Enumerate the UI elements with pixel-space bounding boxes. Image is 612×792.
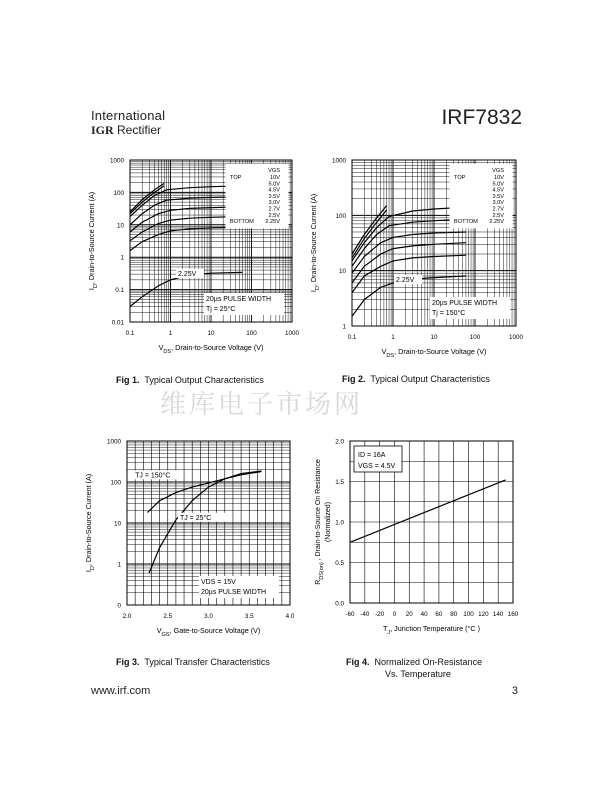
x-tick-label: 2.0 (122, 613, 132, 620)
y-tick-label: 0 (117, 602, 121, 610)
legend-value: 2.7V (492, 206, 504, 213)
y-axis-label: $I_D$, Drain-to-Source Current (Α) (84, 473, 96, 573)
x-axis-label: $T_J$, Junction Temperature (°C ) (382, 624, 481, 636)
chart-4 (315, 439, 519, 637)
x-tick-label: 2.5 (163, 613, 173, 620)
x-tick-label: 1 (391, 334, 395, 341)
annotation-label: 2.25V (178, 271, 197, 278)
y-tick-label: 0.0 (335, 600, 344, 608)
y-tick-label: 1.0 (335, 519, 344, 527)
x-tick-label: 80 (450, 611, 458, 618)
x-tick-label: 1000 (284, 330, 300, 337)
legend-tag: TOP (454, 175, 466, 181)
x-tick-label: 3.5 (244, 613, 254, 620)
condition-id: ID = 16A (358, 452, 386, 459)
y-tick-label: 10 (116, 222, 124, 230)
x-tick-label: 100 (463, 611, 474, 618)
fig2-caption: Fig 2. Typical Output Characteristics (342, 374, 490, 384)
y-axis-label: $I_D$, Drain-to-Source Current (A) (87, 191, 99, 291)
x-tick-label: 4.0 (285, 613, 295, 620)
legend-value: 5.0V (492, 181, 504, 188)
x-tick-label: 160 (507, 611, 519, 618)
condition-vgs: VGS = 4.5V (358, 463, 396, 470)
fig4-caption-line2: Vs. Temperature (385, 669, 451, 679)
x-tick-label: 0 (392, 611, 397, 618)
fig1-caption: Fig 1. Typical Output Characteristics (116, 375, 264, 385)
legend-value: 2.25V (265, 219, 280, 226)
series-line-1 (350, 480, 506, 542)
legend-value: 5.0V (268, 181, 280, 188)
legend-value: 2.7V (268, 206, 280, 213)
y-tick-label: 0.5 (335, 560, 344, 567)
company-name-rectifier: Rectifier (117, 123, 162, 137)
x-tick-label: 100 (469, 334, 481, 341)
note-temperature: Tj = 150°C (432, 310, 466, 317)
series-label: TJ = 25°C (179, 514, 212, 522)
x-tick-label: 1000 (508, 334, 524, 341)
series-line-5 (352, 232, 466, 273)
annotation-label: 2.25V (396, 277, 415, 284)
y-tick-label: 10 (338, 268, 346, 276)
legend-value: 2.5V (268, 212, 280, 219)
legend-header: VGS (492, 168, 504, 174)
part-number: IRF7832 (441, 106, 522, 129)
series-line-1 (352, 206, 387, 254)
y-tick-label: 1000 (109, 157, 124, 165)
igr-logo-text: IGR (91, 123, 114, 137)
y-tick-label: 1 (120, 254, 124, 262)
x-tick-label: 0.1 (125, 330, 135, 337)
y-axis-label-normalized: (Normalized) (325, 501, 332, 543)
x-tick-label: 10 (430, 334, 438, 341)
y-tick-label: 100 (335, 212, 346, 220)
x-tick-label: 120 (478, 611, 489, 618)
y-tick-label: 100 (113, 189, 124, 197)
x-tick-label: 10 (207, 330, 215, 337)
x-axis-label: $V_{DS}$, Drain-to-Source Voltage (V) (381, 347, 487, 359)
legend-value: 10V (494, 175, 504, 181)
x-tick-label: 20 (405, 611, 413, 618)
x-tick-label: -40 (360, 611, 370, 618)
series-label: TJ = 150°C (135, 472, 171, 480)
y-tick-label: 2.0 (335, 438, 344, 446)
x-tick-label: 1 (168, 330, 173, 337)
series-line-2 (352, 210, 387, 258)
page-number: 3 (511, 685, 518, 697)
legend-value: 3.0V (492, 200, 504, 207)
y-tick-label: 1 (342, 323, 346, 331)
x-tick-label: 3.0 (204, 613, 213, 620)
y-axis-label: $I_D$, Drain-to-Source Current (A) (309, 193, 321, 293)
x-tick-label: -20 (375, 611, 385, 618)
legend-value: 2.5V (492, 212, 504, 219)
chart-3 (84, 439, 295, 639)
series-line-4 (352, 219, 466, 266)
legend-tag: TOP (230, 175, 242, 181)
company-name: International (91, 108, 166, 123)
note-pulse-width: 20µs PULSE WIDTH (432, 300, 498, 307)
note-pulse-width: 20µs PULSE WIDTH (206, 296, 272, 303)
note-temperature: Tj = 25°C (206, 306, 236, 313)
y-tick-label: 10 (113, 520, 121, 528)
legend-value: 3.5V (268, 193, 280, 200)
x-tick-label: 100 (246, 330, 257, 337)
legend-tag: BOTTOM (230, 219, 254, 226)
fig4-caption: Fig 4. Normalized On-Resistance (346, 657, 483, 667)
fig3-caption: Fig 3. Typical Transfer Characteristics (116, 657, 270, 667)
x-tick-label: 60 (435, 611, 443, 618)
series-line-7 (130, 227, 243, 251)
series-line-2 (149, 471, 262, 573)
y-axis-label: $R_{DS(on)}$ , Drain-to-Source On Resistance (315, 459, 325, 585)
legend-tag: BOTTOM (454, 219, 478, 226)
x-tick-label: 0.1 (347, 334, 357, 341)
y-tick-label: 1 (117, 561, 121, 569)
legend-value: 10V (270, 175, 280, 181)
y-tick-label: 0.1 (115, 287, 124, 295)
legend-value: 3.0V (268, 200, 280, 207)
series-line-7 (352, 255, 466, 293)
x-tick-label: 40 (420, 611, 428, 618)
legend-value: 4.5V (492, 187, 504, 194)
note-vds: VDS = 15V (201, 579, 236, 586)
y-tick-label: 0.01 (111, 319, 124, 327)
x-axis-label: $V_{GS}$, Gate-to-Source Voltage (V) (156, 626, 261, 638)
website: www.irf.com (91, 685, 151, 697)
x-axis-label: $V_{DS}$, Drain-to-Source Voltage (V) (158, 343, 264, 355)
y-tick-label: 100 (110, 479, 121, 487)
legend-value: 2.25V (489, 219, 504, 226)
chart-1 (87, 158, 299, 356)
x-tick-label: -60 (345, 611, 355, 618)
chart-2 (309, 158, 523, 360)
note-pulse-width: 20µs PULSE WIDTH (201, 589, 267, 596)
y-tick-label: 1000 (331, 157, 346, 165)
x-tick-label: 140 (492, 611, 504, 618)
legend-value: 3.5V (492, 193, 504, 200)
watermark: 维库电子市场网 (160, 390, 364, 420)
legend-value: 4.5V (268, 187, 280, 194)
y-tick-label: 1000 (106, 438, 121, 446)
y-tick-label: 1.5 (335, 479, 344, 486)
legend-header: VGS (268, 168, 280, 174)
